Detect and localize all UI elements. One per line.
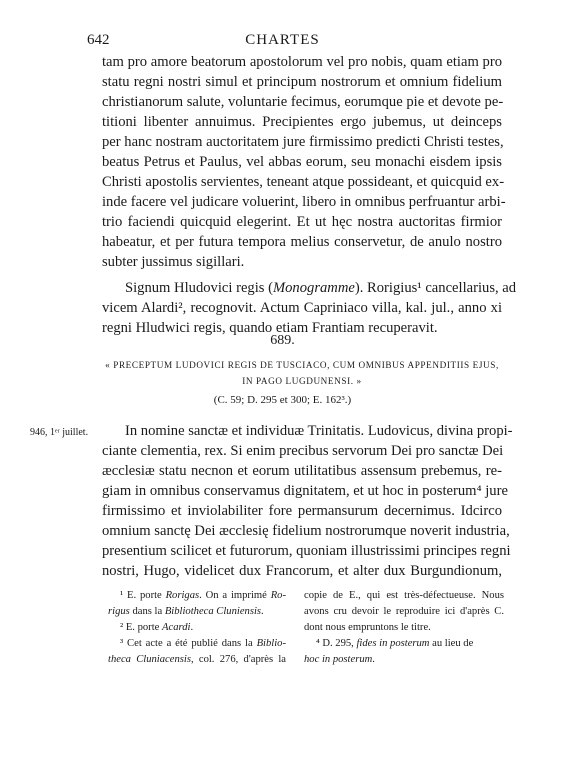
text-line: statu regni nostri simul et principum nostrorum et omnium fidelium [102, 74, 502, 90]
fn-text: . [190, 622, 194, 633]
charter-title: IN PAGO LUGDUNENSI. » [242, 376, 362, 386]
page-number: 642 [87, 32, 110, 48]
charter-sources: (C. 59; D. 295 et 300; E. 162³.) [213, 394, 352, 406]
text-line: presentium scilicet et futurorum, quoniam illustrissimi principes regni [102, 543, 511, 559]
footnote-3-right: avons cru devoir le reproduire ici d'après C. [304, 606, 504, 617]
text-line: omnium sanctę Dei æcclesię fidelium nostrorumque noverit industria, [102, 523, 510, 539]
text-line: subter jussimus sigillari. [102, 254, 245, 270]
text-line: trio faciendi quicquid elegerint. Et ut hęc nostra auctoritas firmior [102, 214, 502, 230]
signum-text: ). Rorigius¹ cancellarius, ad [354, 280, 517, 296]
text-line: per hanc nostram auctoritatem jure firmissimo predicti Christi testes, [102, 134, 504, 150]
fn-italic: theca Cluniacensis [108, 654, 191, 665]
fn-text: au lieu de [429, 638, 474, 649]
signum-line: regni Hludwici regis, quando etiam Frantiam recuperavit. [102, 320, 438, 336]
footnote-4-cont [304, 652, 504, 668]
text-line: beatus Petrus et Paulus, vel abbas eorum, seu monachi eisdem ipsis [102, 154, 502, 170]
fn-italic: Ro- [270, 590, 286, 601]
footnote-1-cont [108, 604, 286, 620]
fn-italic: Bibliotheca Cluniensis [164, 606, 262, 617]
signum-line: vicem Alardi², recognovit. Actum Capriniaco villa, kal. jul., anno xi [102, 300, 502, 316]
footnote-3-right: copie de E., qui est très-défectueuse. Nous [304, 590, 504, 601]
running-title: CHARTES [245, 32, 320, 48]
text-line: Christi apostolis servientes, teneant atque possideant, et quicquid ex- [102, 174, 505, 190]
fn-text: ¹ E. porte [120, 590, 166, 601]
fn-text: , col. 276, d'après la [190, 654, 287, 665]
fn-text: . [372, 654, 375, 665]
monogramme-label: Monogramme [272, 280, 355, 296]
text-line: nostri, Hugo, videlicet dux Francorum, et alter dux Burgundionum, [102, 563, 502, 579]
text-line: titioni libenter annuimus. Precipientes ergo jubemus, ut deinceps [102, 114, 502, 130]
text-line: inde facere vel judicare voluerint, libero in omnibus perfruantur arbi- [102, 194, 506, 210]
text-line: tam pro amore beatorum apostolorum vel pro nobis, quam etiam pro [102, 54, 502, 70]
text-line: habeatur, et per futura tempora melius conservetur, de anulo nostro [102, 234, 502, 250]
footnote-4 [316, 636, 504, 652]
fn-italic: hoc in posterum [304, 654, 373, 665]
fn-text: ² E. porte [120, 622, 163, 633]
signum-text: Signum Hludovici regis ( [125, 280, 273, 296]
margin-date: 946, 1ᵉʳ juillet. [30, 427, 89, 438]
footnote-1 [120, 588, 286, 604]
charter-number: 689. [270, 333, 295, 348]
fn-italic: rigus [108, 606, 130, 617]
signum-line [125, 278, 517, 298]
footnote-3-cont [108, 652, 286, 668]
text-line: ciante clementia, rex. Si enim precibus servorum Dei pro sanctæ Dei [102, 443, 504, 459]
fn-italic: Rorigas [165, 590, 200, 601]
fn-text: ⁴ D. 295, [316, 638, 357, 649]
fn-italic: Biblio- [256, 638, 286, 649]
fn-italic: Acardi [162, 622, 191, 633]
fn-text: . On a imprimé [199, 590, 271, 601]
fn-text: dans la [129, 606, 165, 617]
text-line: In nomine sanctæ et individuæ Trinitatis. Ludovicus, divina propi- [125, 423, 513, 439]
fn-text: . [261, 606, 264, 617]
fn-italic: fides in posterum [356, 638, 430, 649]
footnote-2 [120, 620, 286, 636]
text-line: christianorum salute, voluntarie fecimus, eorumque pie et devote pe- [102, 94, 504, 110]
text-line: giam in omnibus conservamus dignitatem, et ut hoc in posterum⁴ jure [102, 483, 508, 499]
fn-text: ³ Cet acte a été publié dans la [120, 638, 257, 649]
charter-title: « PRECEPTUM LUDOVICI REGIS DE TUSCIACO, CUM OMNIBUS APPENDITIIS EJUS, [105, 360, 499, 370]
text-line: firmissimo et inviolabiliter fore permansurum decernimus. Idcirco [102, 503, 502, 519]
footnote-3 [120, 636, 286, 652]
text-line: æcclesiæ statu necnon et eorum utilitatibus assensum prebemus, re- [102, 463, 502, 479]
footnote-3-right: dont nous empruntons le titre. [304, 622, 431, 633]
